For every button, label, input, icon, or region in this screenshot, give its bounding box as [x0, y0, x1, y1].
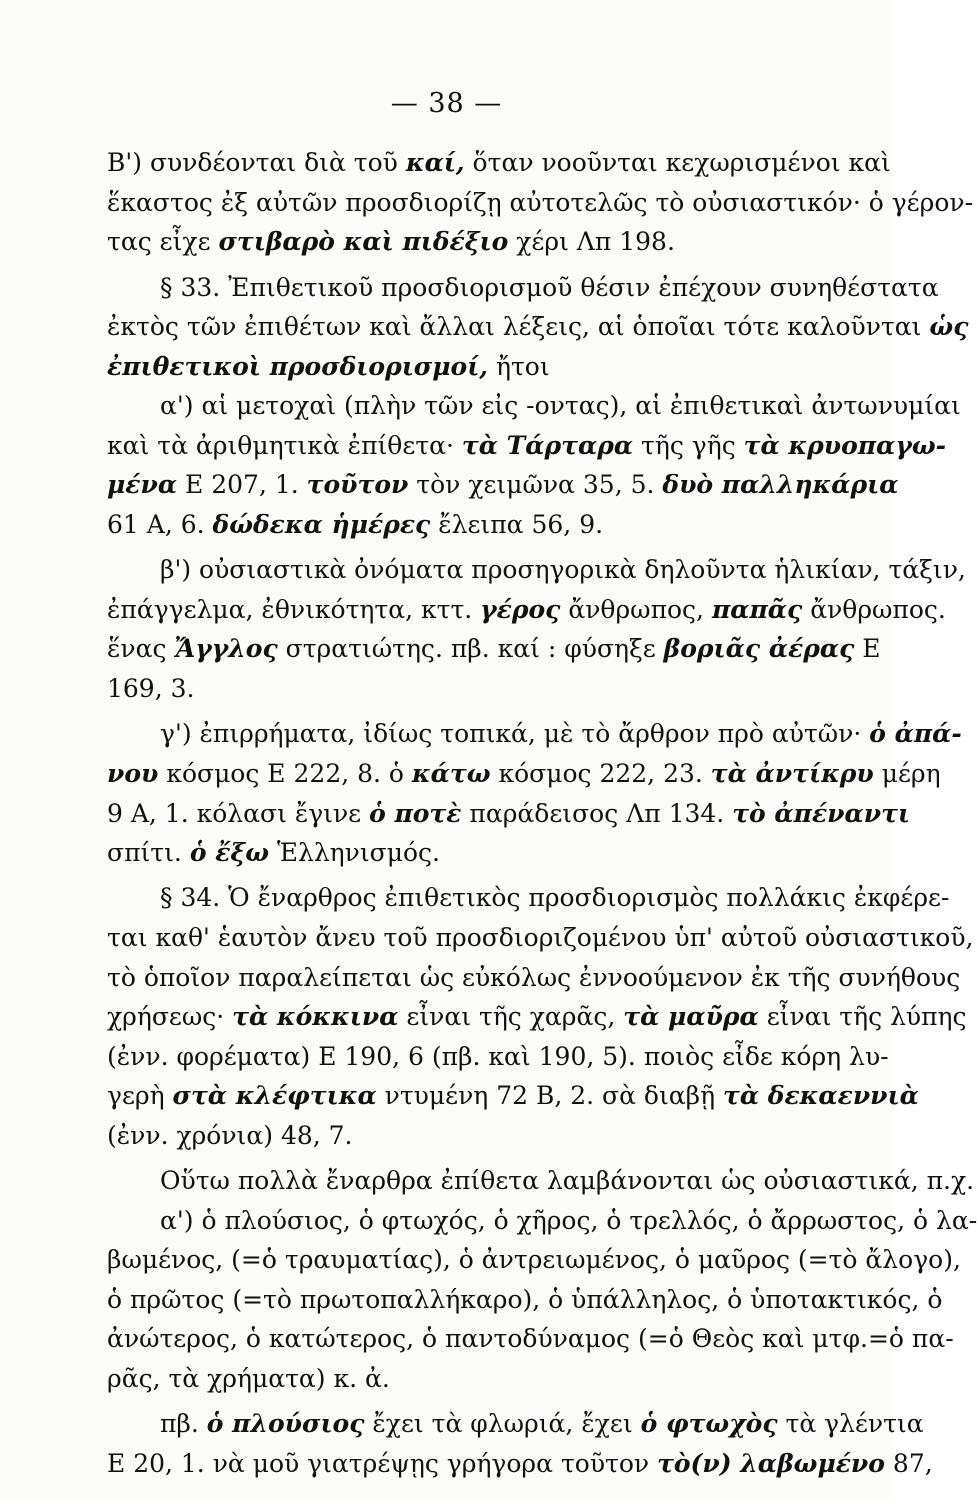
- text-run: τὸ ὁποῖον παραλείπεται ὡς εὐκόλως ἐννοούμενον ἐκ τῆς συνήθους: [107, 962, 961, 992]
- text-run: τῆς γῆς: [633, 430, 744, 460]
- page-number: — 38 —: [390, 88, 503, 119]
- text-run: ὁ πρῶτος (=τὸ πρωτοπαλλήκαρο), ὁ ὑπάλληλος, ὁ ὑποτακτικός, ὁ: [107, 1284, 943, 1314]
- text-run: 87,: [884, 1449, 933, 1478]
- bold-italic-term: κάτω: [411, 758, 491, 788]
- bold-italic-term: τὸ(ν) λαβωμένο: [657, 1449, 885, 1478]
- text-line: [107, 1244, 961, 1276]
- bold-italic-term: ὁ ἔξω: [189, 838, 270, 868]
- text-run: ἐπάγγελμα, ἐθνικότητα, κττ.: [107, 594, 481, 624]
- text-run: σπίτι.: [107, 838, 190, 868]
- bold-italic-term: δυὸ παλληκάρια: [662, 470, 899, 500]
- bold-italic-term: νου: [107, 758, 159, 788]
- text-run: Οὕτω πολλὰ ἔναρθρα ἐπίθετα λαμβάνονται ὡς οὐσιαστικά, π.χ.: [160, 1166, 975, 1196]
- text-line: [107, 1323, 954, 1355]
- text-line: [107, 1041, 889, 1073]
- text-run: πβ.: [160, 1409, 207, 1439]
- bold-italic-term: ὡς: [929, 312, 969, 342]
- bold-italic-term: γέρος: [480, 594, 561, 624]
- bold-italic-term: ὁ ἀπά-: [869, 719, 962, 749]
- text-line: [107, 673, 867, 705]
- text-line: [107, 837, 867, 869]
- text-run: κόσμος Ε 222, 8. ὁ: [158, 758, 412, 788]
- text-run: ἀνώτερος, ὁ κατώτερος, ὁ παντοδύναμος (=ὁ Θεὸς καὶ μτφ.=ὁ πα-: [107, 1324, 954, 1354]
- text-run: στρατιώτης. πβ. καί : φύσηξε: [277, 634, 664, 664]
- text-line: [160, 718, 962, 750]
- text-line: [107, 1001, 967, 1033]
- bold-italic-term: ὁ πλούσιος: [206, 1409, 365, 1439]
- text-line: [107, 1080, 919, 1112]
- text-run: Ε 20, 1. νὰ μοῦ γιατρέψῃς γρήγορα τοῦτον: [107, 1449, 658, 1478]
- text-line: [107, 147, 891, 179]
- bold-italic-term: ὁ ποτὲ: [369, 798, 462, 828]
- text-run: ντυμένη 72 Β, 2. σὰ διαβῇ: [376, 1081, 724, 1111]
- text-run: τὰ γλέντια: [777, 1409, 924, 1439]
- text-line: [107, 187, 974, 219]
- text-run: ἤτοι: [488, 351, 550, 381]
- text-run: Β') συνδέονται διὰ τοῦ: [107, 148, 406, 177]
- text-run: κόσμος 222, 23.: [490, 758, 711, 788]
- text-run: γ') ἐπιρρήματα, ἰδίως τοπικά, μὲ τὸ ἄρθρον πρὸ αὐτῶν·: [160, 719, 870, 749]
- text-run: β') οὐσιαστικὰ ὀνόματα προσηγορικὰ δηλοῦντα ἡλικίαν, τάξιν,: [160, 555, 966, 585]
- bold-italic-term: τὰ κόκκινα: [232, 1002, 399, 1032]
- text-run: § 34. Ὁ ἔναρθρος ἐπιθετικὸς προσδιορισμὸς πολλάκις ἐκφέρε-: [160, 883, 950, 913]
- bold-italic-term: τὰ μαῦρα: [623, 1002, 759, 1032]
- text-run: ἄνθρωπος.: [802, 594, 946, 624]
- bold-italic-term: βοριᾶς ἀέρας: [663, 634, 855, 664]
- text-line: [107, 311, 969, 343]
- text-run: ἄνθρωπος,: [560, 594, 712, 624]
- text-line: [160, 390, 961, 422]
- text-line: [107, 351, 867, 383]
- text-run: Ε: [854, 634, 881, 664]
- text-run: 169, 3.: [107, 673, 195, 703]
- text-run: § 33. Ἐπιθετικοῦ προσδιορισμοῦ θέσιν ἐπέχουν συνηθέστατα: [160, 272, 939, 302]
- text-run: ἕνας: [107, 634, 175, 664]
- text-run: εἶναι τῆς χαρᾶς,: [398, 1002, 624, 1032]
- text-run: τὸν χειμῶνα 35, 5.: [408, 470, 663, 500]
- text-run: ἔχει τὰ φλωριά, ἔχει: [364, 1409, 641, 1439]
- text-line: [107, 469, 899, 501]
- text-run: Ε 207, 1.: [177, 470, 307, 500]
- text-line: [107, 1363, 867, 1395]
- text-run: α') αἱ μετοχαὶ (πλὴν τῶν εἰς -οντας), αἱ ἐπιθετικαὶ ἀντωνυμίαι: [160, 391, 961, 421]
- text-line: [160, 1165, 975, 1197]
- text-run: παράδεισος Λπ 134.: [461, 798, 733, 828]
- text-run: τας εἶχε: [107, 227, 219, 257]
- text-line: [107, 962, 961, 994]
- text-run: (ἐνν. φορέματα) Ε 190, 6 (πβ. καὶ 190, 5). ποιὸς εἶδε κόρη λυ-: [107, 1041, 889, 1071]
- bold-italic-term: στὰ κλέφτικα: [172, 1081, 377, 1111]
- text-line: [107, 1120, 867, 1152]
- text-line: [160, 1205, 977, 1237]
- bold-italic-term: τὰ ἀντίκρυ: [710, 758, 874, 788]
- text-line: [107, 633, 881, 665]
- bold-italic-term: στιβαρὸ καὶ πιδέξιο: [218, 227, 509, 257]
- text-run: 9 Α, 1. κόλασι ἔγινε: [107, 798, 370, 828]
- text-line: [107, 509, 867, 541]
- text-run: χρήσεως·: [107, 1002, 233, 1032]
- bold-italic-term: ὁ φτωχὸς: [640, 1409, 778, 1439]
- text-line: [107, 1284, 943, 1316]
- text-line: [160, 272, 939, 304]
- text-run: μέρη: [873, 758, 941, 788]
- text-run: (ἐνν. χρόνια) 48, 7.: [107, 1120, 353, 1150]
- bold-italic-term: τὰ κρυοπαγω-: [743, 430, 947, 460]
- text-line: [107, 758, 941, 790]
- text-line: [107, 430, 947, 462]
- bold-italic-term: μένα: [107, 470, 178, 500]
- text-run: ὅταν νοοῦνται κεχωρισμένοι καὶ: [464, 148, 891, 177]
- bold-italic-term: ἐπιθετικοὶ προσδιορισμοί,: [107, 351, 489, 381]
- text-line: [160, 554, 966, 586]
- text-run: ἐκτὸς τῶν ἐπιθέτων καὶ ἄλλαι λέξεις, αἱ ὁποῖαι τότε καλοῦνται: [107, 312, 930, 342]
- text-run: βωμένος, (=ὁ τραυματίας), ὁ ἀντρειωμένος, ὁ μαῦρος (=τὸ ἄλογο),: [107, 1245, 961, 1275]
- text-line: [107, 594, 946, 626]
- bold-italic-term: καί,: [405, 148, 465, 177]
- text-line: [160, 882, 950, 914]
- bold-italic-term: τὸ ἀπέναντι: [732, 798, 911, 828]
- text-run: καὶ τὰ ἀριθμητικὰ ἐπίθετα·: [107, 430, 462, 460]
- text-run: εἶναι τῆς λύπης: [758, 1002, 967, 1032]
- text-line: [107, 1448, 933, 1480]
- text-line: [160, 1408, 924, 1440]
- text-line: [107, 226, 867, 258]
- text-line: [107, 922, 974, 954]
- bold-italic-term: τὰ Τάρταρα: [461, 430, 634, 460]
- bold-italic-term: τοῦτον: [306, 470, 409, 500]
- text-run: ται καθ' ἑαυτὸν ἄνευ τοῦ προσδιοριζομένου ὑπ' αὐτοῦ οὐσιαστικοῦ,: [107, 923, 974, 952]
- text-run: α') ὁ πλούσιος, ὁ φτωχός, ὁ χῆρος, ὁ τρελλός, ὁ ἄρρωστος, ὁ λα-: [160, 1205, 977, 1235]
- text-line: [107, 798, 911, 830]
- text-run: Ἑλληνισμός.: [269, 838, 440, 868]
- bold-italic-term: δώδεκα ἡμέρες: [212, 509, 431, 539]
- bold-italic-term: Ἄγγλος: [174, 634, 278, 664]
- text-run: ἔλειπα 56, 9.: [430, 509, 604, 539]
- bold-italic-term: παπᾶς: [711, 594, 803, 624]
- bold-italic-term: τὰ δεκαεννιὰ: [723, 1081, 919, 1111]
- text-run: χέρι Λπ 198.: [508, 227, 675, 257]
- text-run: γερὴ: [107, 1081, 173, 1111]
- text-run: ἕκαστος ἐξ αὐτῶν προσδιορίζῃ αὐτοτελῶς τὸ οὐσιαστικόν· ὁ γέρον-: [107, 187, 974, 217]
- text-run: ρᾶς, τὰ χρήματα) κ. ἀ.: [107, 1364, 390, 1394]
- text-run: 61 Α, 6.: [107, 509, 213, 539]
